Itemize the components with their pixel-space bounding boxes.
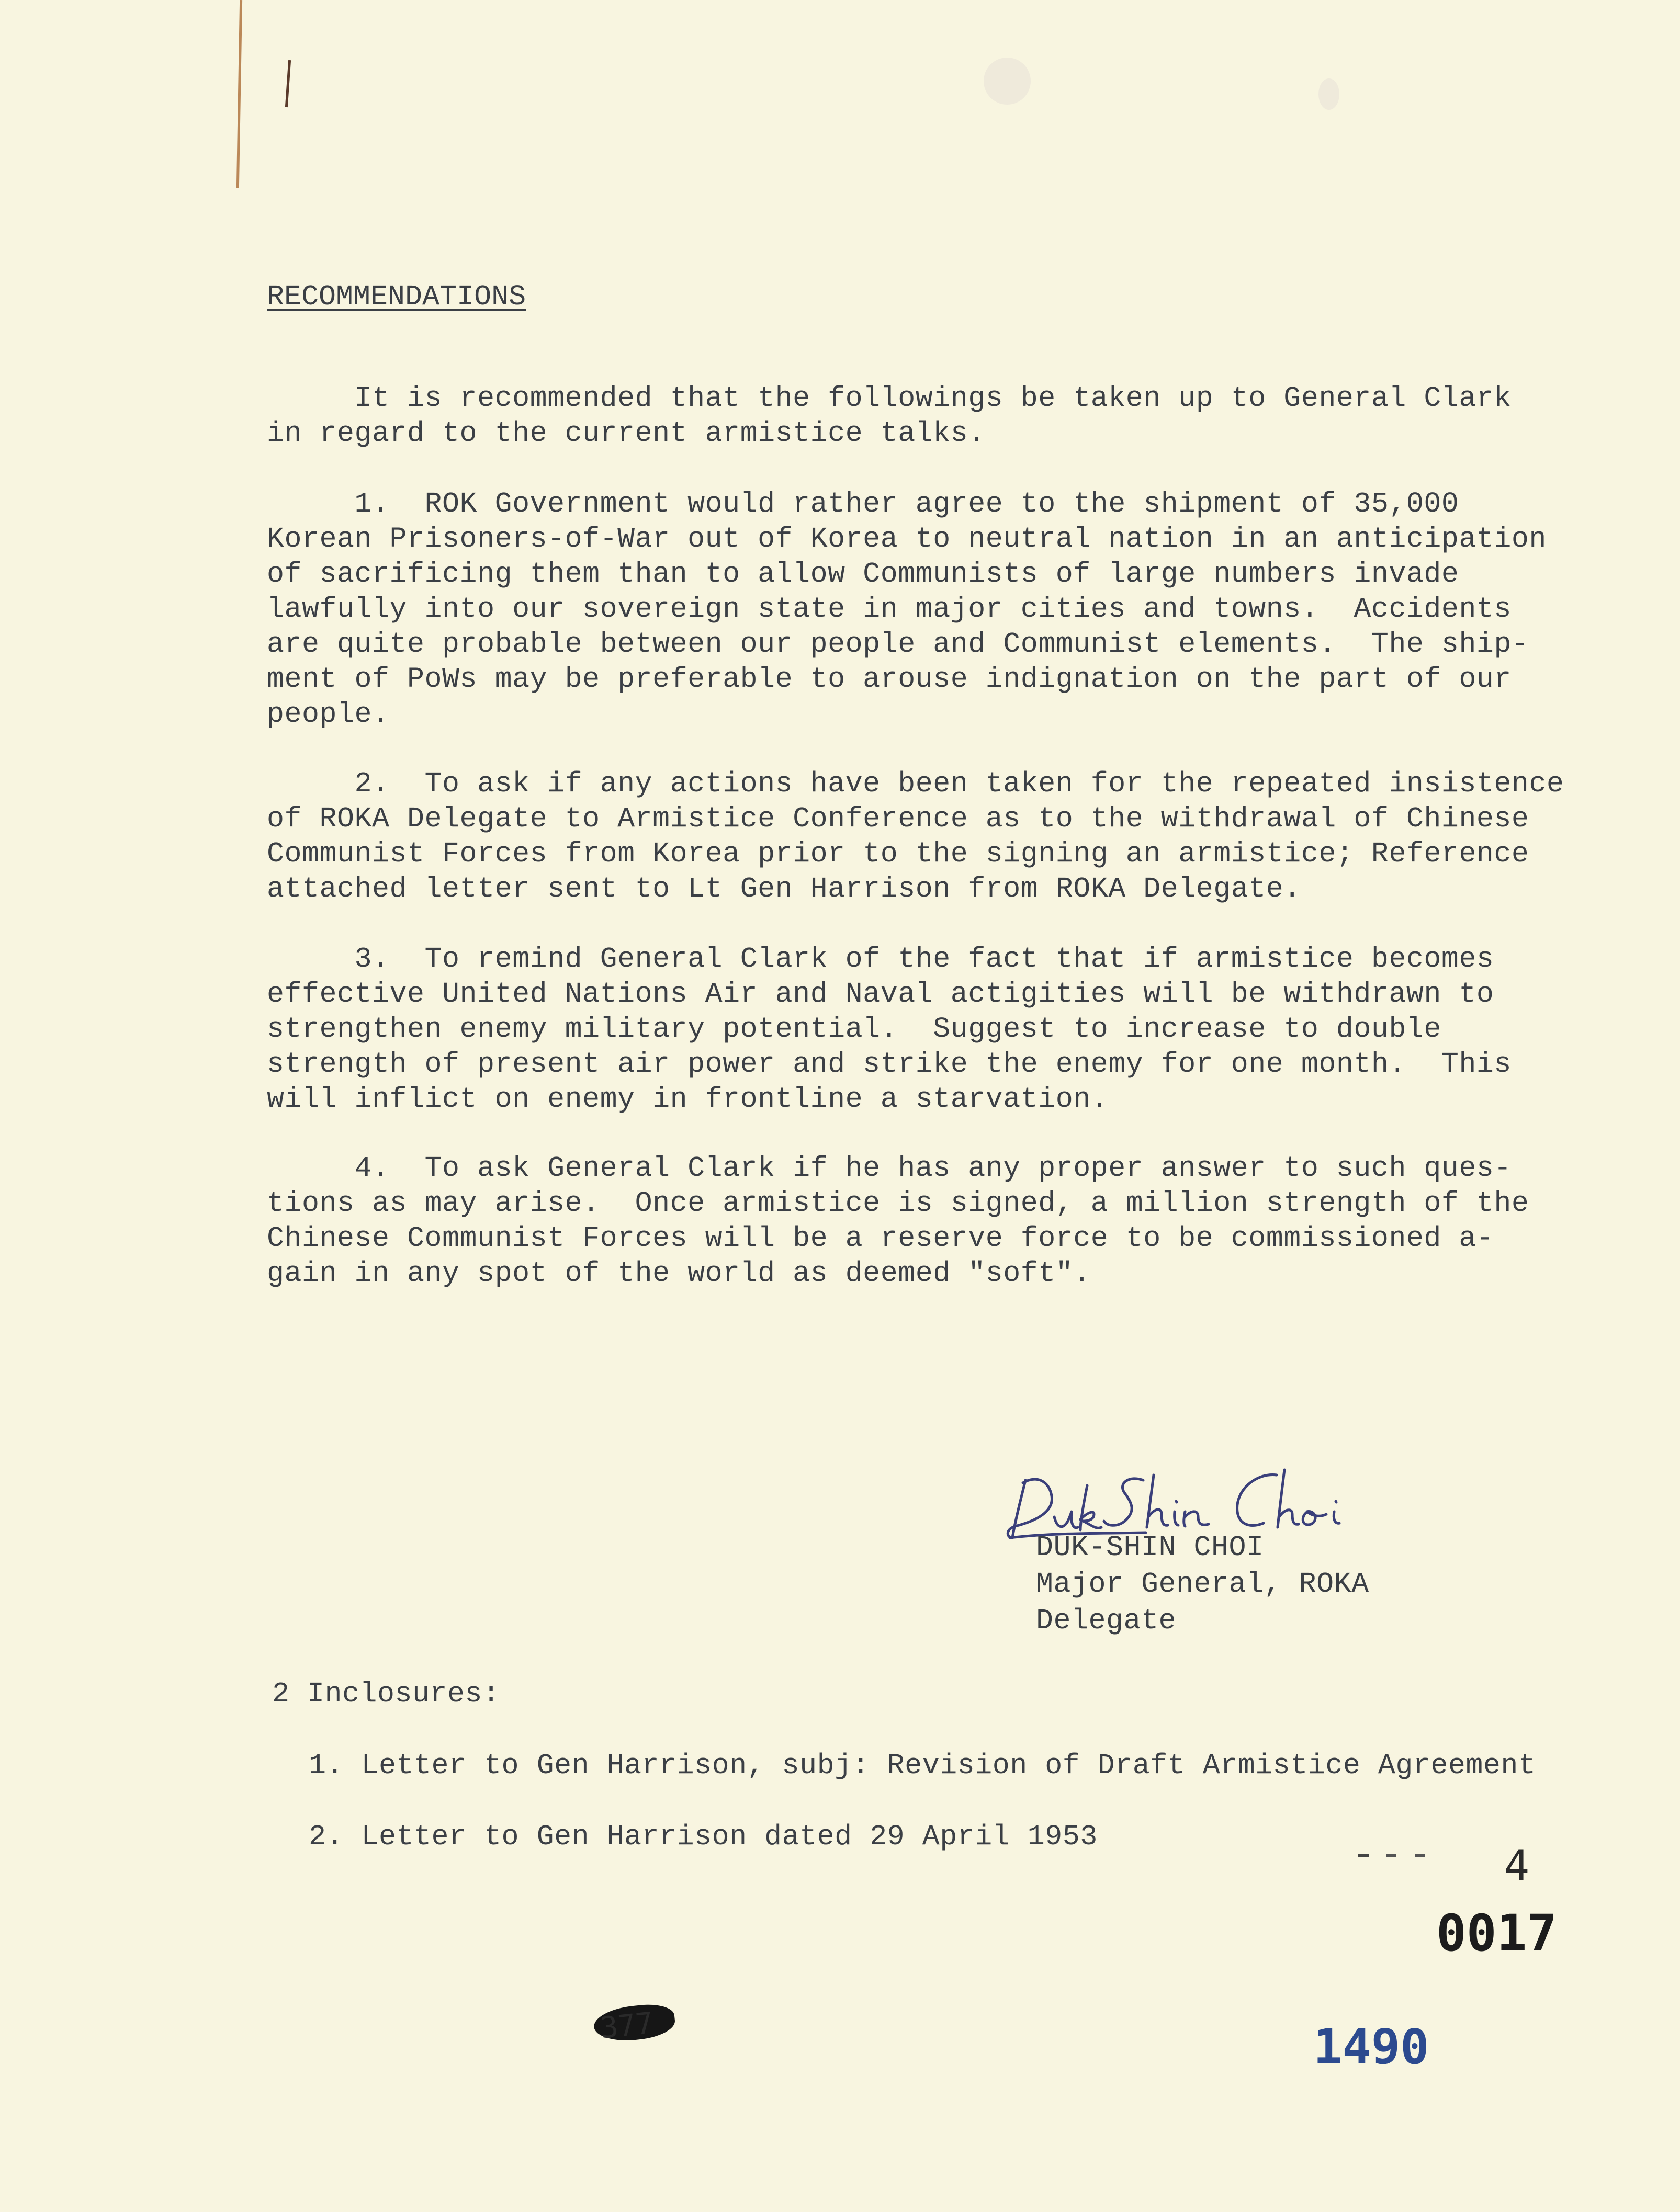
intro-line: It is recommended that the followings be taken up to General Clark	[267, 382, 1512, 415]
item-1-line: 1. ROK Government would rather agree to the shipment of 35,000	[267, 487, 1459, 520]
page-number-stamp: 4	[1504, 1841, 1530, 1890]
item-3-line: 3. To remind General Clark of the fact that if armistice becomes	[267, 943, 1494, 975]
punch-hole-mark-2	[1318, 78, 1339, 110]
inclosure-item: 1. Letter to Gen Harrison, subj: Revision of Draft Armistice Agreement	[309, 1749, 1536, 1782]
serial-number-stamp: 0017	[1436, 1904, 1558, 1963]
item-3-line: strength of present air power and strike the enemy for one month. This	[267, 1048, 1512, 1081]
item-3-line: effective United Nations Air and Naval actigities will be withdrawn to	[267, 978, 1494, 1011]
item-1-line: people.	[267, 698, 390, 731]
item-2-line: attached letter sent to Lt Gen Harrison from ROKA Delegate.	[267, 872, 1301, 905]
punch-hole-mark	[984, 58, 1031, 105]
signer-name: DUK-SHIN CHOI	[1036, 1531, 1264, 1564]
item-1-line: ment of PoWs may be preferable to arouse indignation on the part of our	[267, 663, 1512, 696]
margin-pencil-mark	[236, 0, 242, 188]
item-1-line: are quite probable between our people and Communist elements. The ship-	[267, 628, 1529, 661]
faint-dash-marks	[1358, 1854, 1441, 1858]
inclosure-item: 2. Letter to Gen Harrison dated 29 April 1953	[309, 1820, 1098, 1853]
inclosures-header: 2 Inclosures:	[272, 1677, 500, 1710]
item-4-line: 4. To ask General Clark if he has any proper answer to such ques-	[267, 1152, 1512, 1185]
item-1-line: Korean Prisoners-of-War out of Korea to neutral nation in an anticipation	[267, 523, 1547, 555]
item-4-line: gain in any spot of the world as deemed "soft".	[267, 1257, 1091, 1290]
item-4-line: tions as may arise. Once armistice is signed, a million strength of the	[267, 1187, 1529, 1220]
intro-line: in regard to the current armistice talks.	[267, 417, 986, 450]
blue-number-stamp: 1490	[1313, 2019, 1429, 2075]
item-2-line: 2. To ask if any actions have been taken for the repeated insistence	[267, 767, 1564, 800]
item-2-line: Communist Forces from Korea prior to the signing an armistice; Reference	[267, 837, 1529, 870]
margin-pencil-mark-2	[285, 60, 291, 107]
signer-rank: Major General, ROKA	[1036, 1568, 1369, 1601]
item-1-line: of sacrificing them than to allow Communists of large numbers invade	[267, 558, 1459, 591]
signer-title: Delegate	[1036, 1604, 1177, 1637]
item-2-line: of ROKA Delegate to Armistice Conference as to the withdrawal of Chinese	[267, 802, 1529, 835]
item-4-line: Chinese Communist Forces will be a reserve force to be commissioned a-	[267, 1222, 1494, 1255]
item-1-line: lawfully into our sovereign state in major cities and towns. Accidents	[267, 593, 1512, 626]
smudge-number: 377	[599, 2006, 655, 2046]
page-title: RECOMMENDATIONS	[267, 280, 526, 313]
item-3-line: will inflict on enemy in frontline a starvation.	[267, 1083, 1109, 1116]
item-3-line: strengthen enemy military potential. Suggest to increase to double	[267, 1013, 1441, 1046]
ink-smudge	[592, 2002, 676, 2044]
